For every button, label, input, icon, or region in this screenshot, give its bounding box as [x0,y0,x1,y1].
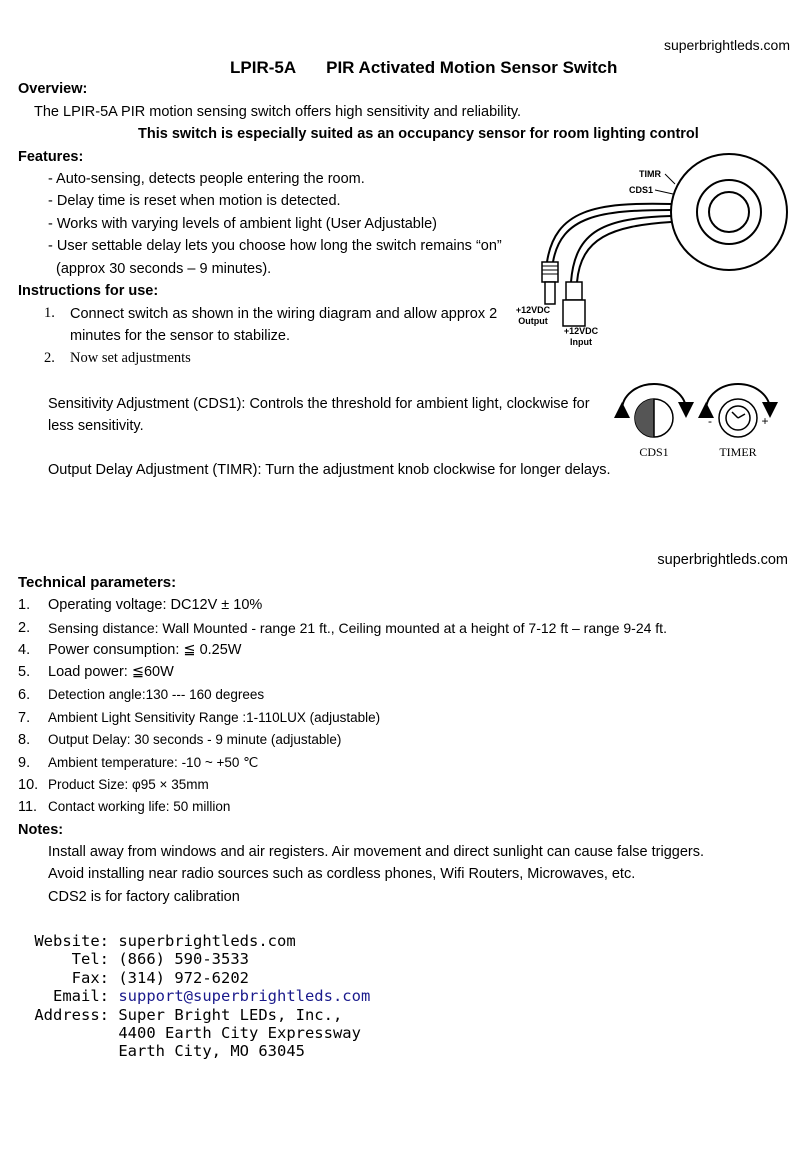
address-line: 4400 Earth City Expressway [118,1024,361,1043]
param-number: 8. [18,732,31,748]
param-text: Ambient temperature: -10 ~ +50 ℃ [48,755,259,770]
page-title [230,58,617,78]
timer-knob-label: TIMER [719,445,757,459]
param-row [18,710,30,726]
fax-label: Fax: [71,968,109,987]
address-label: Address: [34,1005,109,1024]
timer-knob-icon [706,384,770,459]
timr-label: TIMR [639,169,661,179]
address-line: Earth City, MO 63045 [118,1042,305,1061]
sensitivity-text: Sensitivity Adjustment (CDS1): Controls the threshold for ambient light, clockwise for [48,396,590,412]
param-text: Load power: ≦60W [48,664,174,680]
step-number: 2. [44,350,55,366]
param-text: Sensing distance: Wall Mounted - range 21 ft., Ceiling mounted at a height of 7-12 ft – range 9-24 ft. [48,620,667,636]
contact-row [23,1024,370,1042]
param-row [18,620,30,636]
overview-heading: Overview: [18,81,88,97]
tel-label: Tel: [71,950,109,969]
sensitivity-text: less sensitivity. [48,418,144,434]
note-item: CDS2 is for factory calibration [48,889,240,905]
note-item: Install away from windows and air registers. Air movement and direct sunlight can cause false triggers. [48,844,705,860]
param-number: 2. [18,620,31,636]
cds1-knob-icon [622,384,686,459]
wiring-diagram [505,150,795,350]
overview-text: The LPIR-5A PIR motion sensing switch offers high sensitivity and reliability. [34,104,522,120]
param-text: Output Delay: 30 seconds - 9 minute (adjustable) [48,732,342,747]
step-text: Now set adjustments [70,350,191,366]
tel-value: (866) 590-3533 [118,950,249,969]
site-url-mid: superbrightleds.com [657,552,788,568]
param-row [18,777,38,793]
param-row [18,732,30,748]
address-line: Super Bright LEDs, Inc., [118,1005,343,1024]
contact-row [23,969,370,987]
plus-sign: + [761,414,769,428]
param-number: 9. [18,755,31,771]
input-label: +12VDC [563,326,599,336]
param-row [18,597,30,613]
delay-text: Output Delay Adjustment (TIMR): Turn the adjustment knob clockwise for longer delays. [48,462,611,478]
contact-row [23,1006,370,1024]
email-link[interactable]: support@superbrightleds.com [118,987,371,1006]
overview-highlight: This switch is especially suited as an occupancy sensor for room lighting control [138,126,699,142]
step-text: Connect switch as shown in the wiring diagram and allow approx 2 [70,306,498,322]
param-row [18,799,37,815]
step-text: minutes for the sensor to stabilize. [70,328,291,344]
minus-sign: - [708,414,712,428]
feature-item: - Delay time is reset when motion is detected. [48,193,341,209]
website-link[interactable]: superbrightleds.com [118,932,296,950]
note-item: Avoid installing near radio sources such as cordless phones, Wifi Routers, Microwaves, etc. [48,866,636,882]
cds1-knob-label: CDS1 [639,445,669,459]
param-number: 4. [18,642,31,658]
param-row [18,642,30,658]
website-label: Website: [34,932,109,950]
input-label: Input [570,337,592,347]
email-label: Email: [53,987,109,1006]
param-row [18,664,30,680]
title-model: LPIR-5A [230,58,297,77]
contact-row [23,932,370,950]
features-heading: Features: [18,149,84,165]
param-number: 6. [18,687,31,703]
feature-item: - Works with varying levels of ambient light (User Adjustable) [48,216,437,232]
param-number: 11. [18,799,38,815]
technical-heading: Technical parameters: [18,574,177,591]
feature-item: - Auto-sensing, detects people entering the room. [48,171,365,187]
param-row [18,755,30,771]
param-text: Ambient Light Sensitivity Range :1-110LUX (adjustable) [48,710,381,725]
site-url-top: superbrightleds.com [663,37,790,53]
feature-item: (approx 30 seconds – 9 minutes). [56,261,272,277]
fax-value: (314) 972-6202 [118,968,249,987]
param-text: Product Size: φ95 × 35mm [48,777,209,792]
param-text: Operating voltage: DC12V ± 10% [48,597,263,613]
feature-item: - User settable delay lets you choose how long the switch remains “on” [48,238,502,254]
param-text: Contact working life: 50 million [48,799,231,814]
output-label: Output [518,316,548,326]
param-number: 5. [18,664,31,680]
contact-row [23,1042,370,1060]
step-number: 1. [44,305,55,321]
title-name: PIR Activated Motion Sensor Switch [326,58,618,77]
output-connector [542,262,558,304]
input-connector [563,282,585,326]
param-text: Detection angle:130 --- 160 degrees [48,687,265,702]
param-number: 7. [18,710,31,726]
sensor-lens [709,192,749,232]
param-number: 1. [18,597,31,613]
contact-row [23,987,370,1005]
contact-block [23,932,370,1061]
instructions-heading: Instructions for use: [18,283,159,299]
param-row [18,687,30,703]
adjustment-knobs [610,380,790,464]
output-label: +12VDC [515,305,551,315]
param-number: 10. [18,777,39,793]
contact-row [23,950,370,968]
notes-heading: Notes: [18,822,64,838]
cds1-label: CDS1 [629,185,654,195]
param-text: Power consumption: ≦ 0.25W [48,642,242,658]
